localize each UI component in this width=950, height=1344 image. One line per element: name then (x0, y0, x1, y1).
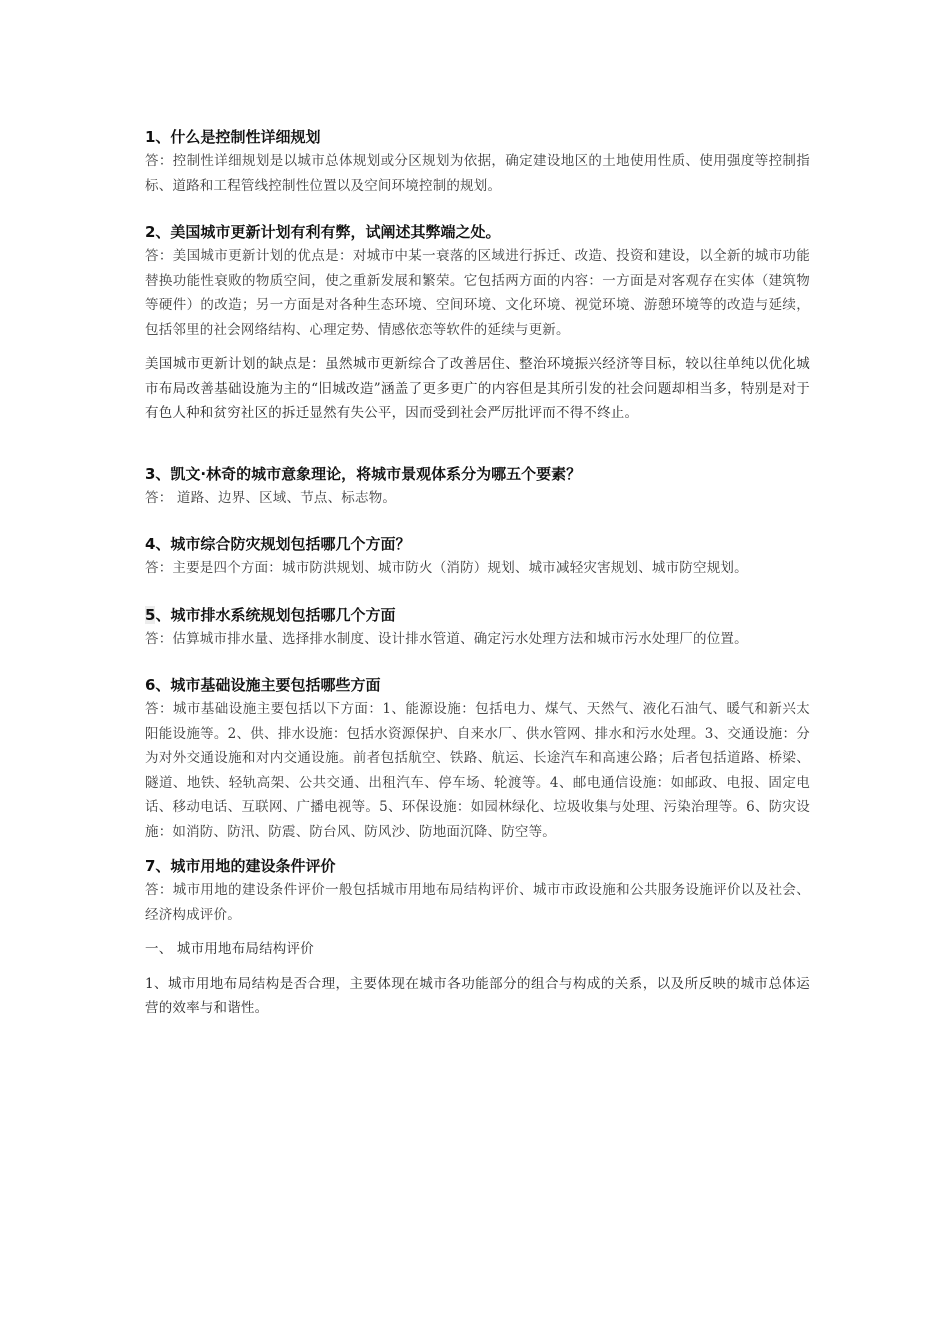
question-3-heading: 3、凯文·林奇的城市意象理论，将城市景观体系分为哪五个要素？ (145, 464, 582, 483)
answer-6-text: 答：城市基础设施主要包括以下方面：1、能源设施：包括电力、煤气、天然气、液化石油气、暖气和新兴太阳能设施等。2、供、排水设施：包括水资源保护、自来水厂、供水管网、排水和污水处理。3、交通设施：分为对外交通设施和对内交通设施。前者包括航空、铁路、航运、长途汽车和高速公路；后者包括道路、桥梁、隧道、地铁、轻轨高架、公共交通、出租汽车、停车场、轮渡等。4、邮电通信设施：如邮政、电报、固定电话、移动电话、互联网、广播电视等。5、环保设施：如园林绿化、垃圾收集与处理、污染治理等。6、防灾设施：如消防、防汛、防震、防台风、防风沙、防地面沉降、防空等。 (145, 701, 810, 840)
question-6-heading: 6、城市基础设施主要包括哪些方面 (145, 676, 381, 694)
answer-7-text: 答：城市用地的建设条件评价一般包括城市用地布局结构评价、城市市政设施和公共服务设施评价以及社会、经济构成评价。 (145, 882, 810, 923)
question-5-title: 、城市排水系统规划包括哪几个方面 (155, 605, 396, 624)
document-body (145, 125, 810, 1021)
question-1-heading: 1、什么是控制性详细规划 (145, 128, 321, 146)
question-4-heading: 4、城市综合防灾规划包括哪几个方面？ (145, 535, 411, 553)
question-2-heading: 2、美国城市更新计划有利有弊，试阐述其弊端之处。 (145, 223, 501, 241)
answer-5-text: 答：估算城市排水量、选择排水制度、设计排水管道、确定污水处理方法和城市污水处理厂的位置。 (145, 630, 748, 647)
answer-3-text: 答： 道路、边界、区域、节点、标志物。 (145, 489, 397, 506)
question-5-number: 5 (145, 605, 156, 624)
answer-2-text: 答：美国城市更新计划的优点是：对城市中某一衰落的区域进行拆迁、改造、投资和建设，以全新的城市功能替换功能性衰败的物质空间，使之重新发展和繁荣。它包括两方面的内容：一方面是对客观存在实体（建筑物等硬件）的改造；另一方面是对各种生态环境、空间环境、文化环境、视觉环境、游憩环境等的改造与延续，包括邻里的社会网络结构、心理定势、情感依恋等软件的延续与更新。 (145, 248, 810, 338)
question-7-heading: 7、城市用地的建设条件评价 (145, 857, 336, 875)
answer-7-paragraph-2: 1、城市用地布局结构是否合理，主要体现在城市各功能部分的组合与构成的关系，以及所反映的城市总体运营的效率与和谐性。 (145, 975, 810, 1016)
answer-1-text: 答：控制性详细规划是以城市总体规划或分区规划为依据，确定建设地区的土地使用性质、使用强度等控制指标、道路和工程管线控制性位置以及空间环境控制的规划。 (145, 153, 810, 194)
question-5-heading (145, 603, 810, 627)
answer-4-text: 答：主要是四个方面：城市防洪规划、城市防火（消防）规划、城市减轻灾害规划、城市防空规划。 (145, 560, 748, 576)
answer-2-paragraph-2: 美国城市更新计划的缺点是：虽然城市更新综合了改善居住、整治环境振兴经济等目标，较以往单纯以优化城市布局改善基础设施为主的“旧城改造”涵盖了更多更广的内容但是其所引发的社会问题却相当多，特别是对于有色人种和贫穷社区的拆迁显然有失公平，因而受到社会严厉批评而不得不终止。 (145, 356, 810, 421)
answer-7-subheading: 一、 城市用地布局结构评价 (145, 941, 314, 957)
